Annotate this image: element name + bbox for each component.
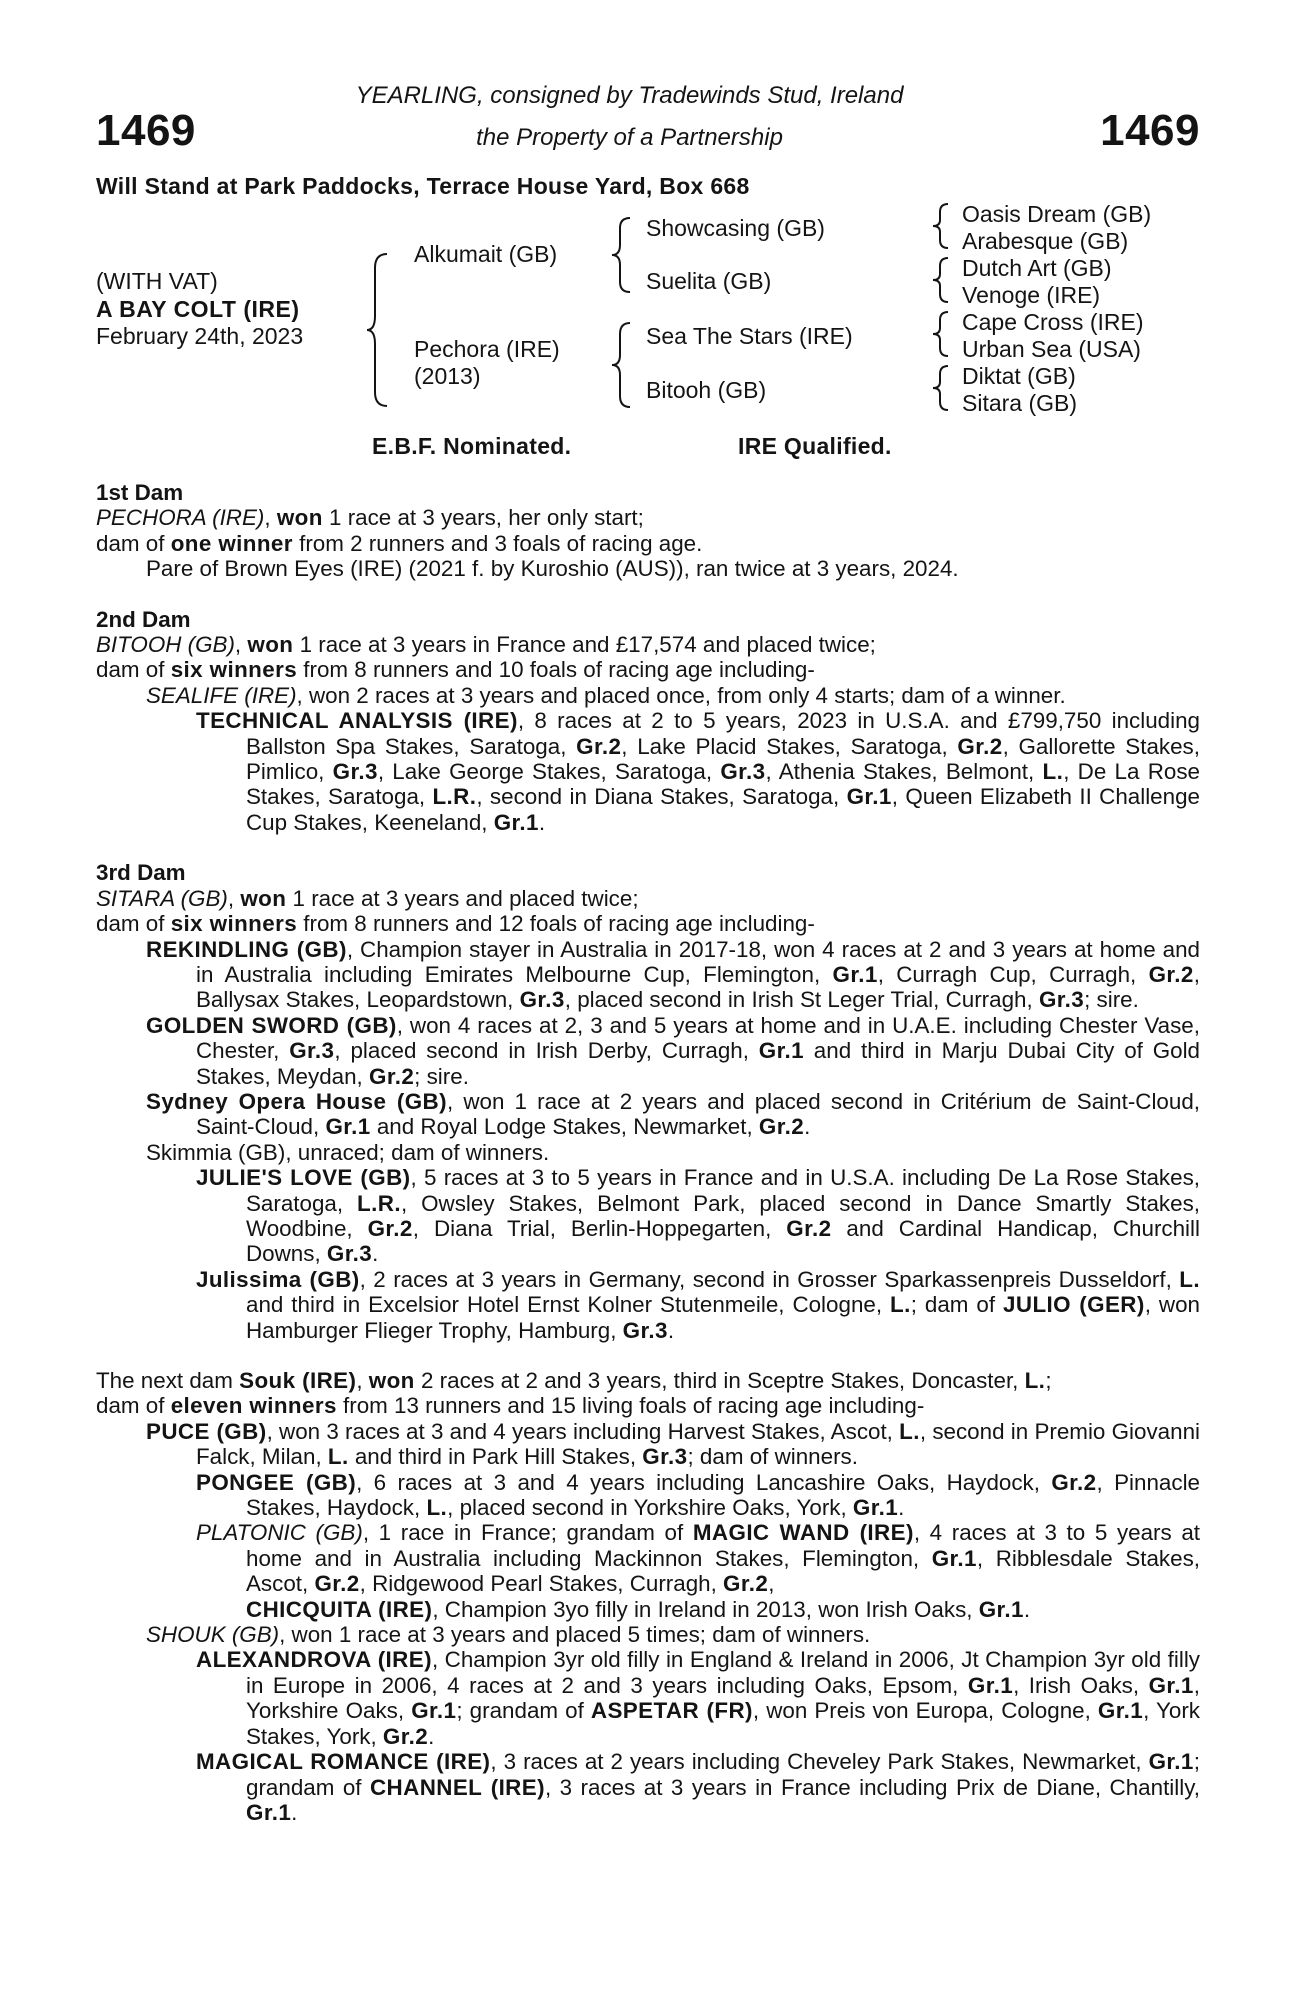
consignor-line: YEARLING, consigned by Tradewinds Stud, Ireland (355, 82, 904, 109)
brace-dam (610, 320, 636, 410)
property-line: the Property of a Partnership (476, 124, 783, 151)
second-dam-produce: dam of six winners from 8 runners and 10 foals of racing age including- (96, 657, 815, 683)
first-dam-section (96, 480, 1200, 582)
third-dam-produce: dam of six winners from 8 runners and 12 foals of racing age including- (96, 911, 815, 937)
horse-dob: February 24th, 2023 (96, 323, 304, 349)
third-dam-section (96, 860, 1200, 1343)
golden-sword-entry: GOLDEN SWORD (GB), won 4 races at 2, 3 and 5 years at home and in U.A.E. including Chester Vase, Chester, Gr.3, placed second in Irish Derby, Curragh, Gr.1 and third in Marju Dubai City of Gold Stakes, Meydan, Gr.2; sire. (146, 1012, 1200, 1089)
dd-sire: Diktat (GB) (962, 363, 1076, 389)
dam-year: (2013) (414, 363, 481, 389)
vat-label: (WITH VAT) (96, 268, 218, 294)
ebf-nominated: E.B.F. Nominated. (372, 433, 572, 459)
second-dam-record: BITOOH (GB), won 1 race at 3 years in France and £17,574 and placed twice; (96, 632, 876, 658)
brace-dd (930, 364, 954, 412)
sd-sire: Dutch Art (GB) (962, 255, 1112, 281)
sire-sire: Showcasing (GB) (646, 215, 825, 241)
brace-ds (930, 310, 954, 358)
third-dam-heading: 3rd Dam (96, 860, 186, 886)
horse-name: A BAY COLT (IRE) (96, 296, 300, 322)
magical-romance-entry: MAGICAL ROMANCE (IRE), 3 races at 2 years including Cheveley Park Stakes, Newmarket, Gr.1; grandam of CHANNEL (IRE), 3 races at 3 years in France including Prix de Diane, Chantilly, Gr.1. (196, 1749, 1200, 1825)
brace-sd (930, 256, 954, 304)
dam-sire: Sea The Stars (IRE) (646, 323, 853, 349)
sealife-entry: SEALIFE (IRE), won 2 races at 3 years and placed once, from only 4 starts; dam of a winner. (146, 682, 1066, 708)
brace-ss (930, 202, 954, 250)
first-dam-heading: 1st Dam (96, 480, 184, 505)
pongee-entry: PONGEE (GB), 6 races at 3 and 4 years including Lancashire Oaks, Haydock, Gr.2, Pinnacle Stakes, Haydock, L., placed second in Yorkshire Oaks, York, Gr.1. (196, 1469, 1200, 1521)
sd-dam: Venoge (IRE) (962, 282, 1101, 308)
puce-entry: PUCE (GB), won 3 races at 3 and 4 years including Harvest Stakes, Ascot, L., second in Premio Giovanni Falck, Milan, L. and third in Park Hill Stakes, Gr.3; dam of winners. (146, 1418, 1200, 1470)
second-dam-section (96, 607, 1200, 836)
rekindling-entry: REKINDLING (GB), Champion stayer in Australia in 2017-18, won 4 races at 2 and 3 years at home and in Australia including Emirates Melbourne Cup, Flemington, Gr.1, Curragh Cup, Curragh, Gr.2, Ballysax Stakes, Leopardstown, Gr.3, placed second in Irish St Leger Trial, Curragh, Gr.3; sire. (146, 936, 1200, 1013)
shouk-entry: SHOUK (GB), won 1 race at 3 years and placed 5 times; dam of winners. (146, 1622, 871, 1648)
sydney-opera-house-entry: Sydney Opera House (GB), won 1 race at 2 years and placed second in Critérium de Saint-Cloud, Saint-Cloud, Gr.1 and Royal Lodge Stakes, Newmarket, Gr.2. (146, 1088, 1201, 1140)
catalogue-text (96, 480, 1200, 1850)
next-dam-record: The next dam Souk (IRE), won 2 races at 2 and 3 years, third in Sceptre Stakes, Doncaster, L.; (96, 1368, 1052, 1393)
julies-love-entry: JULIE'S LOVE (GB), 5 races at 3 to 5 years in France and in U.S.A. including De La Rose Stakes, Saratoga, L.R., Owsley Stakes, Belmont Park, placed second in Dance Smartly Stakes, Woodbine, Gr.2, Diana Trial, Berlin-Hoppegarten, Gr.2 and Cardinal Handicap, Churchill Downs, Gr.3. (196, 1165, 1200, 1267)
third-dam-record: SITARA (GB), won 1 race at 3 years and placed twice; (96, 885, 639, 911)
sire-name: Alkumait (GB) (414, 241, 558, 267)
lot-number-right: 1469 (1100, 106, 1200, 155)
julissima-entry: Julissima (GB), 2 races at 3 years in Germany, second in Grosser Sparkassenpreis Dusseldorf, L. and third in Excelsior Hotel Ernst Kolner Stutenmeile, Cologne, L.; dam of JULIO (GER), won Hamburger Flieger Trophy, Hamburg, Gr.3. (196, 1266, 1200, 1343)
dam-dam: Bitooh (GB) (646, 377, 767, 403)
second-dam-heading: 2nd Dam (96, 606, 191, 632)
next-dam-section (96, 1368, 1200, 1825)
dam-name: Pechora (IRE) (414, 336, 560, 362)
brace-sire (610, 215, 636, 295)
dd-dam: Sitara (GB) (962, 390, 1078, 416)
ss-sire: Oasis Dream (GB) (962, 201, 1152, 227)
next-dam-produce: dam of eleven winners from 13 runners and 15 living foals of racing age including- (96, 1393, 925, 1419)
ire-qualified: IRE Qualified. (738, 433, 892, 459)
first-dam-foal: Pare of Brown Eyes (IRE) (2021 f. by Kuroshio (AUS)), ran twice at 3 years, 2024. (146, 556, 959, 582)
brace-horse (365, 250, 395, 410)
ds-dam: Urban Sea (USA) (962, 336, 1141, 362)
platonic-entry: PLATONIC (GB), 1 race in France; grandam of MAGIC WAND (IRE), 4 races at 3 to 5 years at home and in Australia including Mackinnon Stakes, Flemington, Gr.1, Ribblesdale Stakes, Ascot, Gr.2, Ridgewood Pearl Stakes, Curragh, Gr.2, (196, 1520, 1201, 1597)
lot-number-left: 1469 (96, 106, 196, 155)
ss-dam: Arabesque (GB) (962, 228, 1129, 254)
skimmia-entry: Skimmia (GB), unraced; dam of winners. (146, 1139, 550, 1165)
sire-dam: Suelita (GB) (646, 268, 772, 294)
first-dam-produce: dam of one winner from 2 runners and 3 foals of racing age. (96, 530, 703, 556)
stand-location: Will Stand at Park Paddocks, Terrace House Yard, Box 668 (96, 173, 750, 199)
ds-sire: Cape Cross (IRE) (962, 309, 1144, 335)
chicquita-entry: CHICQUITA (IRE), Champion 3yo filly in Ireland in 2013, won Irish Oaks, Gr.1. (246, 1596, 1031, 1622)
alexandrova-entry: ALEXANDROVA (IRE), Champion 3yr old filly in England & Ireland in 2006, Jt Champion 3yr old filly in Europe in 2006, 4 races at 2 and 3 years including Oaks, Epsom, Gr.1, Irish Oaks, Gr.1, Yorkshire Oaks, Gr.1; grandam of ASPETAR (FR), won Preis von Europa, Cologne, Gr.1, York Stakes, York, Gr.2. (196, 1647, 1201, 1749)
technical-analysis-entry: TECHNICAL ANALYSIS (IRE), 8 races at 2 to 5 years, 2023 in U.S.A. and £799,750 including Ballston Spa Stakes, Saratoga, Gr.2, Lake Placid Stakes, Saratoga, Gr.2, Gallorette Stakes, Pimlico, Gr.3, Lake George Stakes, Saratoga, Gr.3, Athenia Stakes, Belmont, L., De La Rose Stakes, Saratoga, L.R., second in Diana Stakes, Saratoga, Gr.1, Queen Elizabeth II Challenge Cup Stakes, Keeneland, Gr.1. (196, 708, 1200, 835)
first-dam-record: PECHORA (IRE), won 1 race at 3 years, her only start; (96, 505, 644, 531)
